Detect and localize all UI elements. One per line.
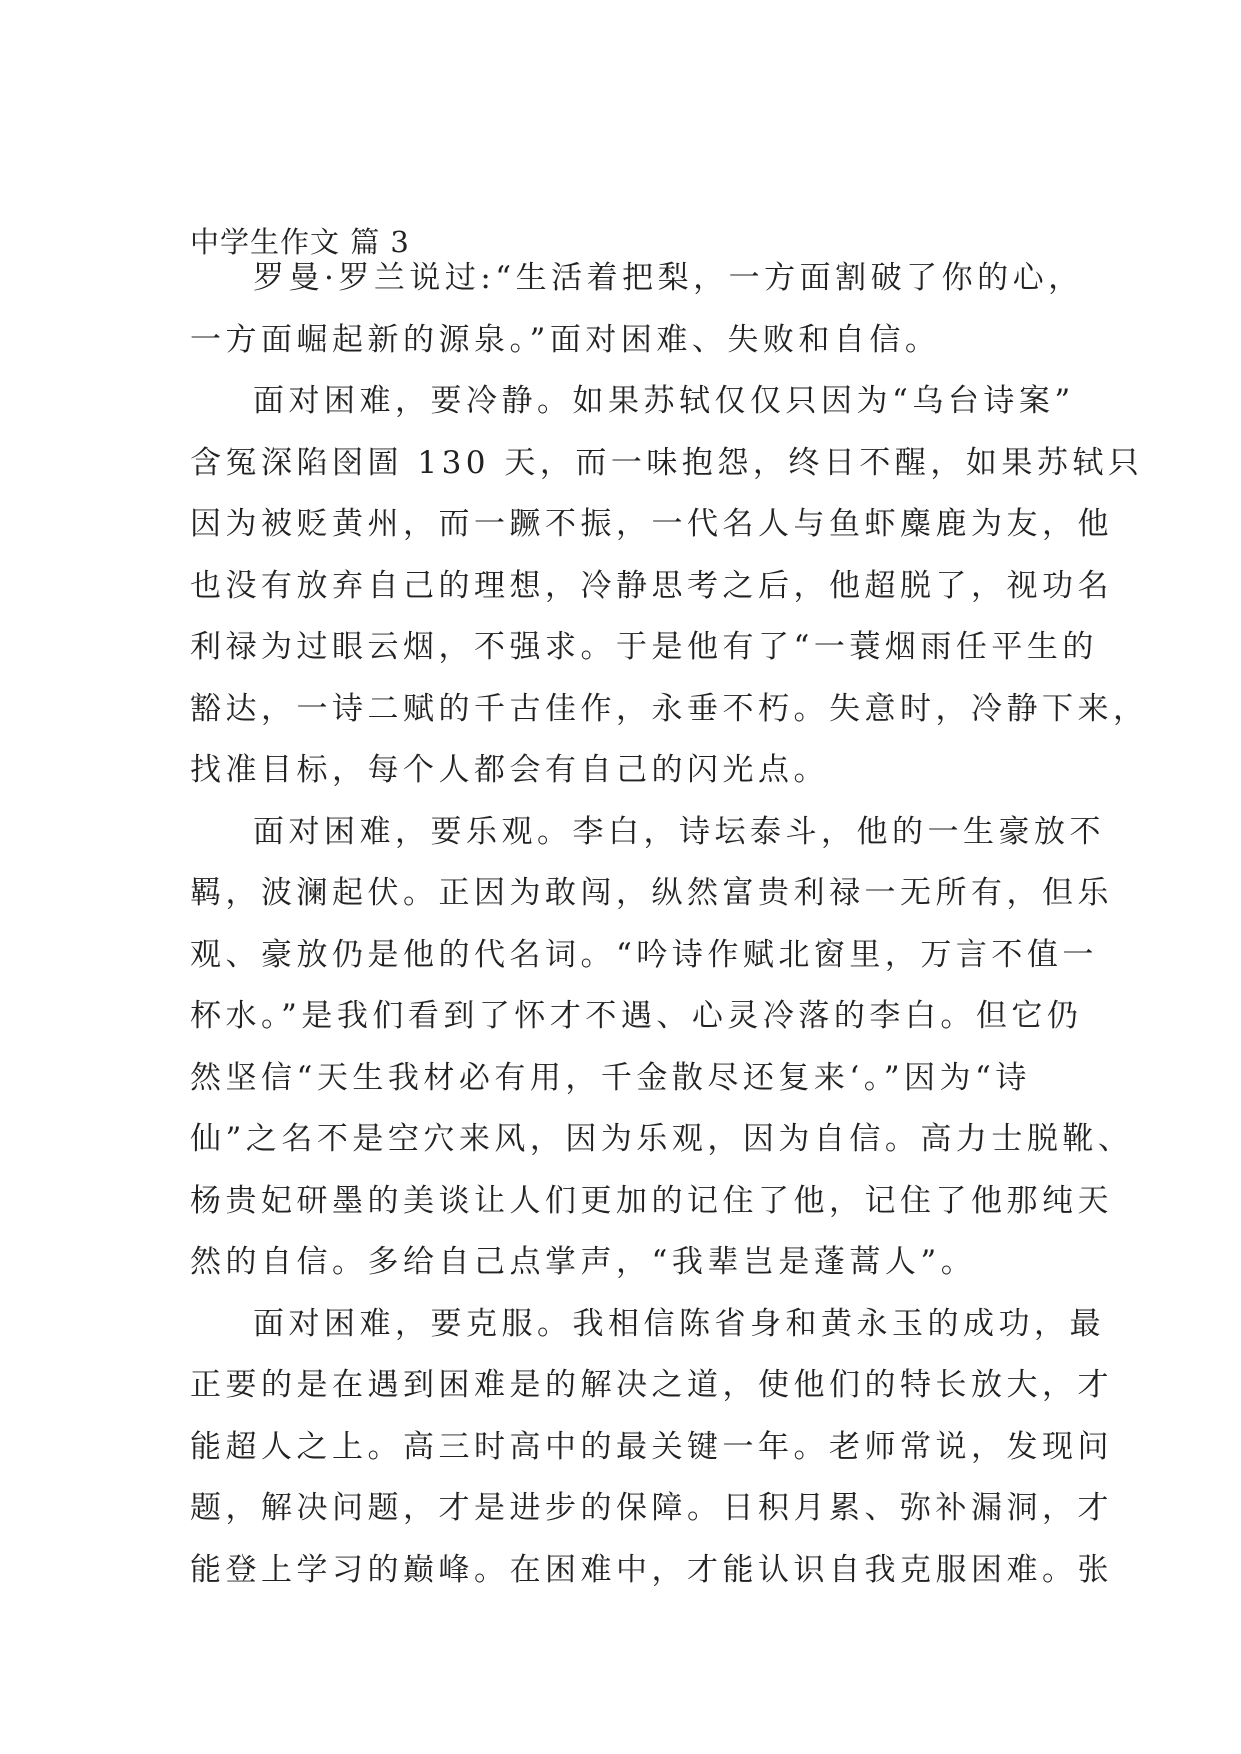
paragraph — [190, 248, 1084, 371]
text-line: 面对困难，要冷静。如果苏轼仅仅只因为“乌台诗案” — [253, 383, 1075, 419]
paragraph — [190, 802, 1134, 1294]
text-line: 面对困难，要克服。我相信陈省身和黄永玉的成功，最 — [253, 1305, 1105, 1342]
text-line: 一方面崛起新的源泉。”面对困难、失败和自信。 — [190, 321, 941, 358]
text-line: 面对困难，要乐观。李白，诗坛泰斗，他的一生豪放不 — [253, 813, 1105, 850]
text-line: 利禄为过眼云烟，不强求。于是他有了“一蓑烟雨任平生的 — [190, 629, 1098, 665]
text-line: 含冤深陷囹圄 130 天，而一味抱怨，终日不醒，如果苏轼只 — [190, 444, 1144, 481]
text-line: 因为被贬黄州，而一蹶不振，一代名人与鱼虾麋鹿为友，他 — [190, 506, 1113, 542]
text-line: 羁，波澜起伏。正因为敢闯，纵然富贵利禄一无所有，但乐 — [190, 875, 1113, 911]
text-line: 然坚信“天生我材必有用，千金散尽还复来‘。”因为“诗 — [190, 1059, 1031, 1096]
text-line: 杯水。”是我们看到了怀才不遇、心灵冷落的李白。但它仍 — [190, 998, 1083, 1034]
document-body — [190, 248, 1149, 1601]
text-line: 正要的是在遇到困难是的解决之道，使他们的特长放大，才 — [190, 1367, 1113, 1403]
text-line: 仙”之名不是空穴来风，因为乐观，因为自信。高力士脱靴、 — [190, 1121, 1134, 1157]
text-line: 能登上学习的巅峰。在困难中，才能认识自我克服困难。张 — [190, 1551, 1113, 1588]
text-line: 观、豪放仍是他的代名词。“吟诗作赋北窗里，万言不值一 — [190, 936, 1098, 973]
paragraph — [190, 1294, 1113, 1602]
text-line: 杨贵妃研墨的美谈让人们更加的记住了他，记住了他那纯天 — [190, 1182, 1113, 1219]
text-line: 然的自信。多给自己点掌声，“我辈岂是蓬蒿人”。 — [190, 1244, 977, 1280]
text-line: 题，解决问题，才是进步的保障。日积月累、弥补漏洞，才 — [190, 1490, 1113, 1526]
text-line: 罗曼·罗兰说过:“生活着把梨，一方面割破了你的心， — [253, 260, 1084, 296]
paragraph — [190, 371, 1149, 802]
document-heading: 中学生作文 篇 3 — [190, 225, 410, 259]
text-line: 豁达，一诗二赋的千古佳作，永垂不朽。失意时，冷静下来， — [190, 690, 1149, 727]
text-line: 找准目标，每个人都会有自己的闪光点。 — [190, 752, 829, 788]
text-line: 能超人之上。高三时高中的最关键一年。老师常说，发现问 — [190, 1428, 1113, 1465]
text-line: 也没有放弃自己的理想，冷静思考之后，他超脱了，视功名 — [190, 567, 1113, 604]
